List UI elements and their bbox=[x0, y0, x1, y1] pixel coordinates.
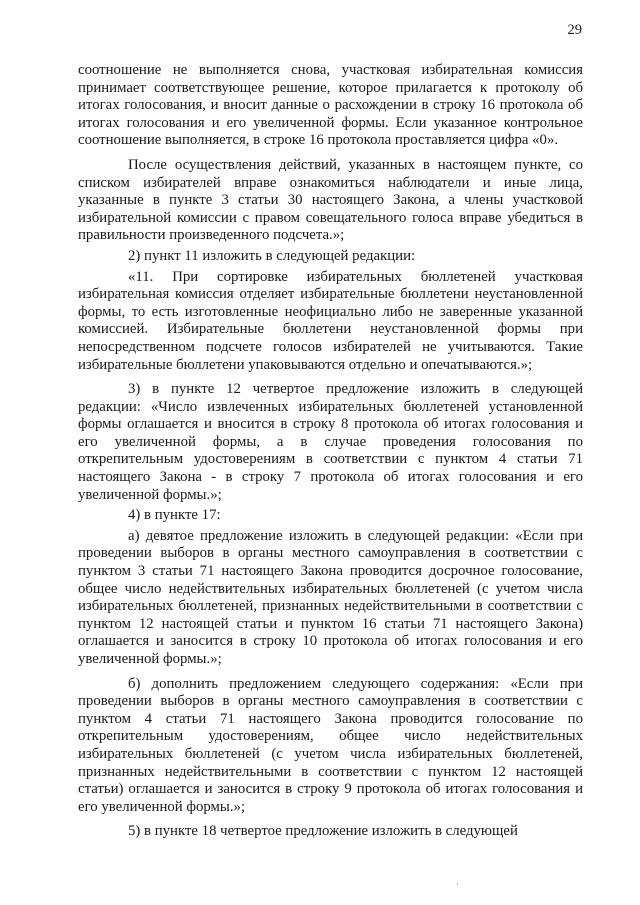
paragraph-observers: После осуществления действий, указанных в настоящем пункте, со списком избирателей вправе ознакомиться наблюдатели и иные лица, указанные в пункте 3 статьи 30 настоящего Закона, а члены участковой избирательной комиссии с правом совещательного голоса вправе убедиться в правильности произведенного подсчета.»; bbox=[78, 156, 583, 244]
paragraph-item-2-intro: 2) пункт 11 изложить в следующей редакции: bbox=[128, 247, 416, 264]
scan-speck: · bbox=[456, 880, 459, 889]
paragraph-item-11-text: «11. При сортировке избирательных бюллетеней участковая избирательная комиссия отделяет избирательные бюллетени неустановленной формы, то есть изготовленные неофициально либо не заверенные указанной комиссией. Избирательные бюллетени неустановленной формы при непосредственном подсчете голосов избирателей не учитываются. Такие избирательные бюллетени упаковываются отдельно и опечатываются.»; bbox=[78, 268, 583, 373]
document-body bbox=[78, 62, 583, 841]
page-number: 29 bbox=[567, 22, 582, 38]
paragraph-item-5: 5) в пункте 18 четвертое предложение изложить в следующей bbox=[128, 823, 518, 840]
paragraph-item-4a: а) девятое предложение изложить в следующей редакции: «Если при проведении выборов в органы местного самоуправления в соответствии с пунктом 3 статьи 71 настоящего Закона проводится досрочное голосование, общее число недействительных избирательных бюллетеней (с учетом числа избирательных бюллетеней, признанных недействительными в соответствии с пунктом 12 настоящей статьи и пунктом 16 статьи 71 настоящего Закона) оглашается и заносится в строку 10 протокола об итогах голосования и его увеличенной формы.»; bbox=[78, 527, 583, 667]
paragraph-item-4b: б) дополнить предложением следующего содержания: «Если при проведении выборов в органы местного самоуправления в соответствии с пунктом 4 статьи 71 настоящего Закона проводится голосование по открепительным удостоверениям, общее число недействительных избирательных бюллетеней (с учетом числа избирательных бюллетеней, признанных недействительными в соответствии с пунктом 12 настоящей статьи) оглашается и заносится в строку 9 протокола об итогах голосования и его увеличенной формы.»; bbox=[78, 675, 583, 815]
paragraph-item-4-intro: 4) в пункте 17: bbox=[128, 507, 221, 524]
paragraph-item-3: 3) в пункте 12 четвертое предложение изложить в следующей редакции: «Число извлеченных избирательных бюллетеней установленной формы оглашается и вносится в строку 8 протокола об итогах голосования и его увеличенной формы, а в случае проведения голосования по открепительным удостоверениям в соответствии с пунктом 4 статьи 71 настоящего Закона - в строку 7 протокола об итогах голосования и его увеличенной формы.»; bbox=[78, 381, 583, 503]
paragraph-continuation: соотношение не выполняется снова, участковая избирательная комиссия принимает соответствующее решение, которое прилагается к протоколу об итогах голосования, и вносит данные о расхождении в строку 16 протокола об итогах голосования и его увеличенной формы. Если указанное контрольное соотношение выполняется, в строке 16 протокола проставляется цифра «0». bbox=[78, 62, 583, 149]
